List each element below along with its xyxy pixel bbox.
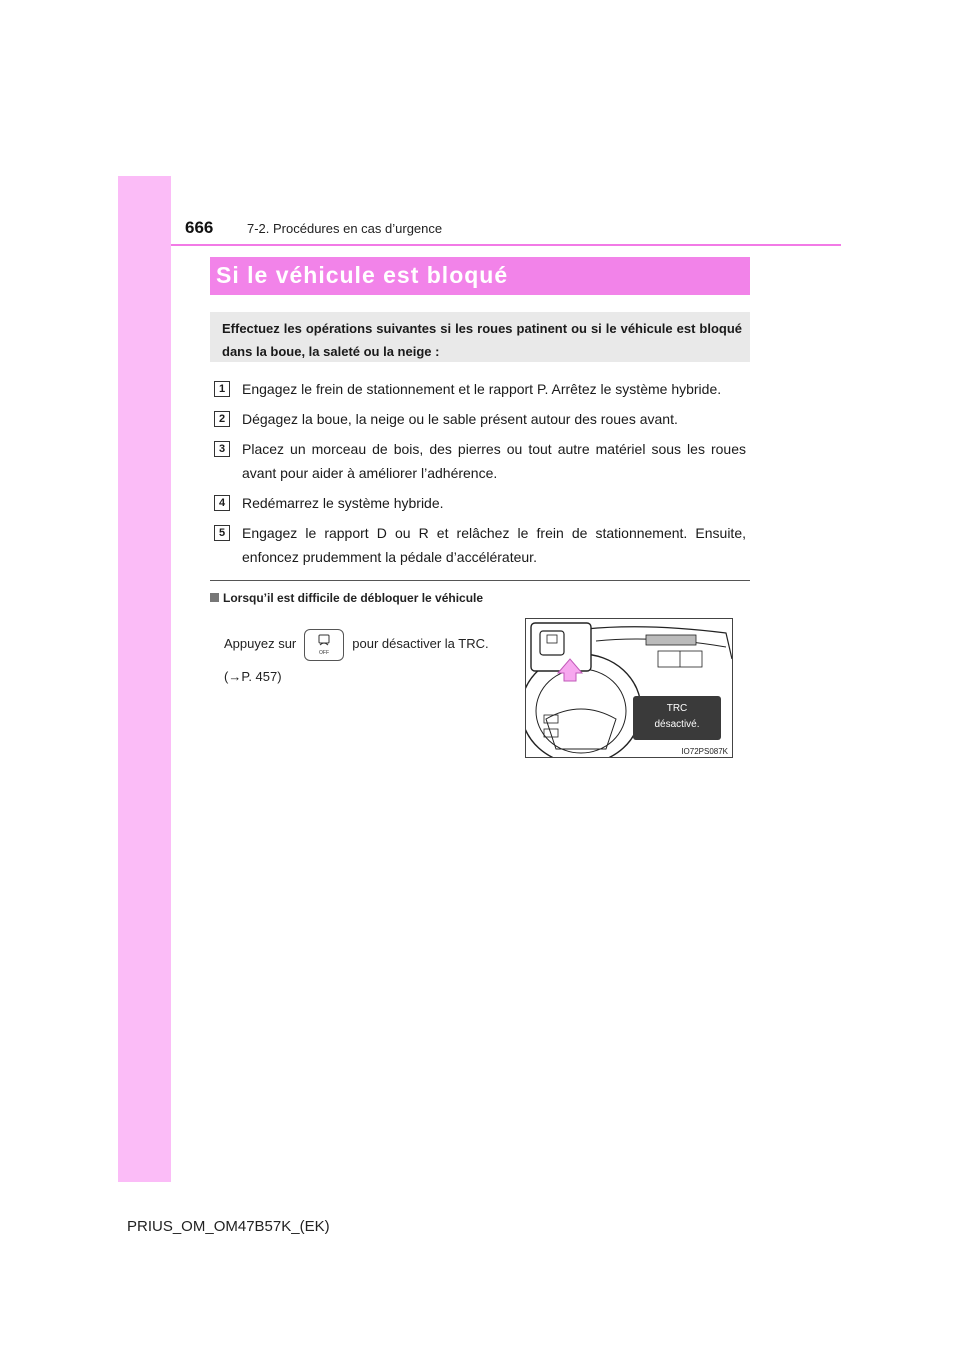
step-number: 5 <box>214 525 230 541</box>
side-color-band <box>118 176 171 1182</box>
step-number: 3 <box>214 441 230 457</box>
tip-text: Appuyez sur OFF pour désactiver la TRC. (→P. 457) <box>224 628 509 693</box>
illustration-code: IO72PS087K <box>681 747 728 756</box>
svg-text:OFF: OFF <box>319 649 330 656</box>
trc-off-switch-icon <box>304 629 344 661</box>
step-text: Dégagez la boue, la neige ou le sable présent autour des roues avant. <box>242 411 678 427</box>
step-item <box>214 407 746 431</box>
page-reference: (→P. 457) <box>224 668 282 684</box>
subsection-heading: Lorsqu’il est difficile de débloquer le véhicule <box>210 591 483 605</box>
footer-code: PRIUS_OM_OM47B57K_(EK) <box>127 1218 330 1235</box>
steps-list <box>214 377 746 575</box>
step-number: 4 <box>214 495 230 511</box>
step-item <box>214 491 746 515</box>
step-text: Engagez le rapport D ou R et relâchez le frein de stationnement. Ensuite, enfoncez prudemment la pédale d’accélérateur. <box>242 525 746 565</box>
page-title: Si le véhicule est bloqué <box>216 262 509 288</box>
step-number: 2 <box>214 411 230 427</box>
section-label: 7-2. Procédures en cas d’urgence <box>247 221 443 236</box>
intro-box: Effectuez les opérations suivantes si les roues patinent ou si le véhicule est bloqué dans la boue, la saleté ou la neige : <box>210 312 750 362</box>
dashboard-illustration <box>525 618 733 758</box>
step-item <box>214 521 746 569</box>
title-bar <box>210 257 750 295</box>
trc-message-display: TRC désactivé. <box>633 696 721 740</box>
step-number: 1 <box>214 381 230 397</box>
square-bullet-icon <box>210 593 219 602</box>
step-text: Placez un morceau de bois, des pierres ou tout autre matériel sous les roues avant pour aider à améliorer l’adhérence. <box>242 441 746 481</box>
step-item <box>214 437 746 485</box>
section-divider <box>210 580 750 581</box>
header-rule <box>171 244 841 246</box>
step-text: Engagez le frein de stationnement et le rapport P. Arrêtez le système hybride. <box>242 381 722 397</box>
page-number: 666 <box>185 218 214 237</box>
step-item <box>214 377 746 401</box>
step-text: Redémarrez le système hybride. <box>242 495 444 511</box>
